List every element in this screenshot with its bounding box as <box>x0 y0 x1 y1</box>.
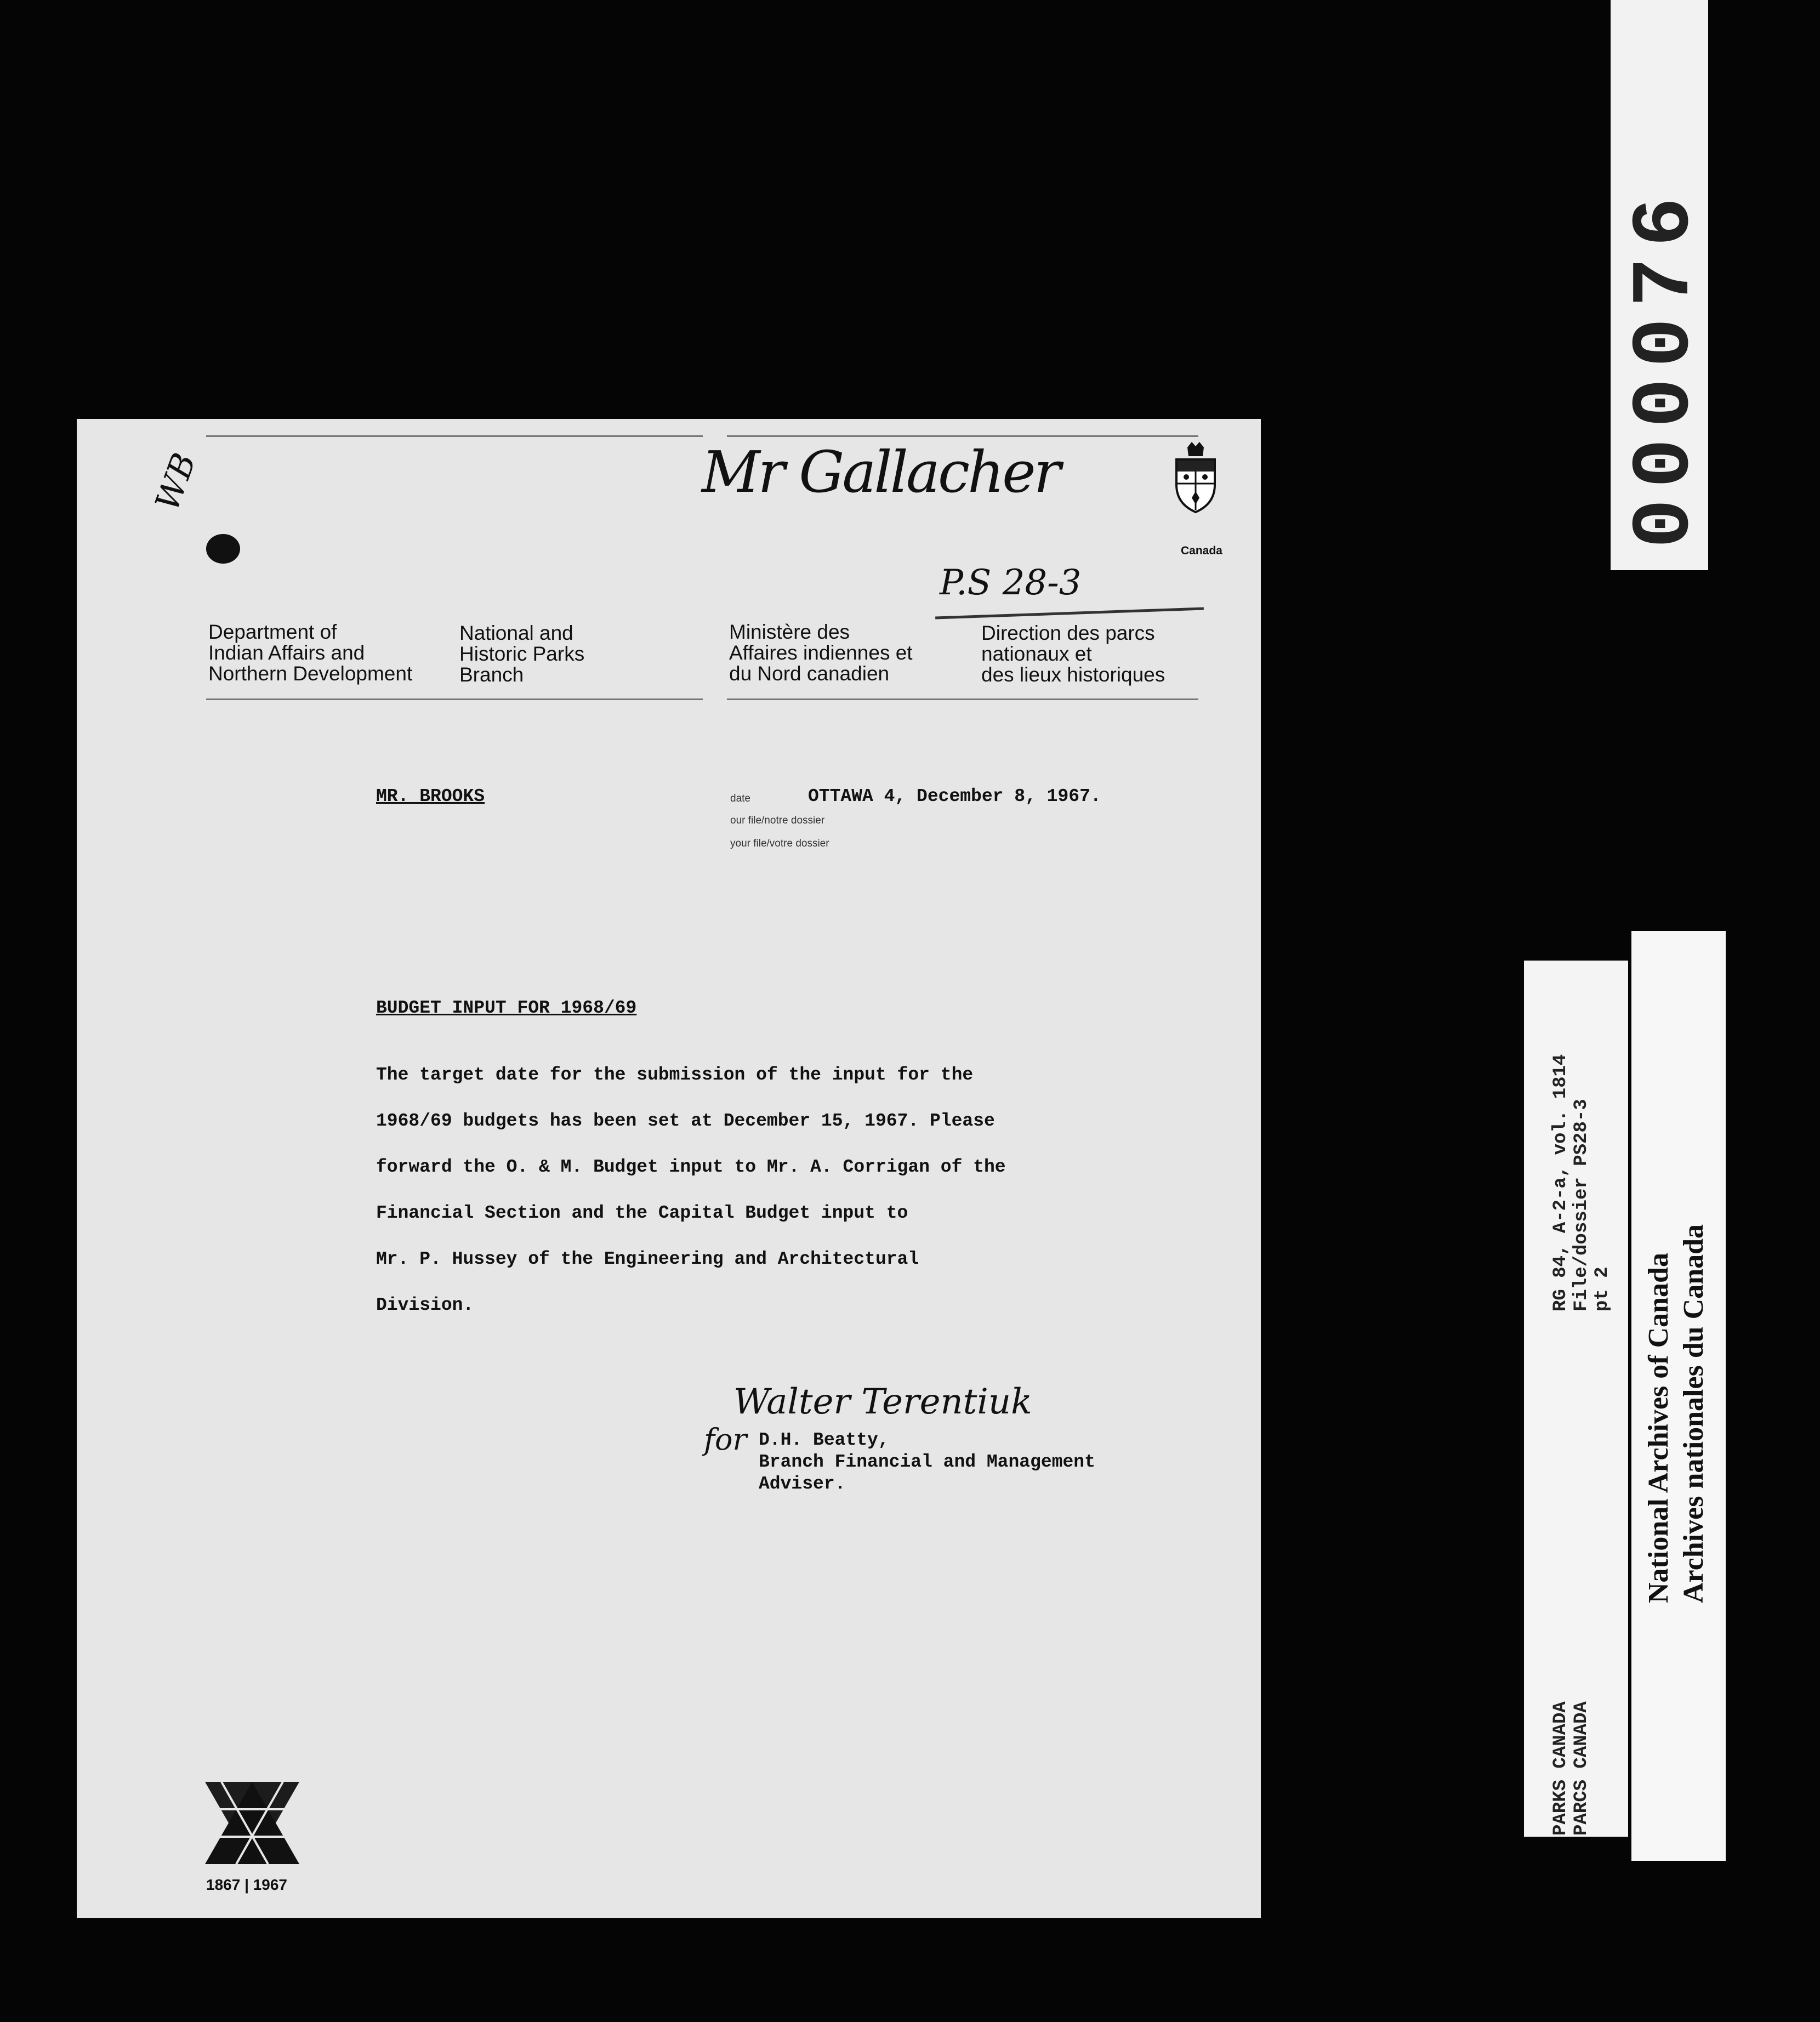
file-ref-handwriting: P.S 28-3 <box>940 563 1082 603</box>
crest-caption: Canada <box>1181 544 1222 557</box>
initials-handwriting: WB <box>147 448 204 516</box>
routing-handwriting: Mr Gallacher <box>702 439 1059 506</box>
canada-crest-icon <box>1171 441 1220 523</box>
body-line: 1968/69 budgets has been set at December 15, 1967. Please <box>376 1111 995 1131</box>
file-ref-underline <box>935 607 1204 619</box>
archive-ref-line: File/dossier PS28-3 <box>1571 1099 1592 1311</box>
top-rule-right <box>727 435 1198 437</box>
header-rule-left <box>206 698 703 700</box>
date-label: date <box>730 793 750 804</box>
memo-body <box>376 1065 1006 1341</box>
body-line: Mr. P. Hussey of the Engineering and Architectural <box>376 1249 919 1269</box>
national-archives-label <box>1631 931 1726 1861</box>
signatory-title-cont: Adviser. <box>759 1474 846 1494</box>
archive-ref-line: RG 84, A-2-a, vol. 1814 <box>1550 1054 1571 1311</box>
centennial-years: 1867 | 1967 <box>206 1876 287 1893</box>
department-name-fr: Ministère des Affaires indiennes et du Nord canadien <box>729 621 913 685</box>
body-line: The target date for the submission of the input for the <box>376 1065 974 1085</box>
ink-blot <box>206 534 240 564</box>
for-handwriting: for <box>704 1422 747 1457</box>
signature-block <box>759 1430 1095 1496</box>
archive-reference-label <box>1524 961 1628 1837</box>
signatory-title: Branch Financial and Management <box>759 1452 1095 1472</box>
agency-line: PARKS CANADA <box>1550 1701 1571 1836</box>
archives-name-en: National Archives of Canada <box>1643 1253 1674 1603</box>
frame-number: 000076 <box>1619 186 1713 548</box>
subject-line: BUDGET INPUT FOR 1968/69 <box>376 998 637 1018</box>
top-rule-left <box>206 435 703 437</box>
archive-ref-line: pt 2 <box>1592 1266 1613 1311</box>
our-file-label: our file/notre dossier <box>730 815 825 826</box>
body-line: forward the O. & M. Budget input to Mr. A. Corrigan of the <box>376 1157 1006 1177</box>
memo-page <box>77 419 1261 1918</box>
department-name-en: Department of Indian Affairs and Northern Development <box>208 621 413 685</box>
body-line: Financial Section and the Capital Budget input to <box>376 1203 908 1223</box>
signatory-name: D.H. Beatty, <box>759 1430 889 1450</box>
body-line: Division. <box>376 1295 474 1315</box>
branch-name-fr: Direction des parcs nationaux et des lieux historiques <box>981 622 1165 686</box>
recipient: MR. BROOKS <box>376 786 485 806</box>
frame-number-strip <box>1611 0 1713 570</box>
agency-line: PARCS CANADA <box>1571 1701 1592 1836</box>
your-file-label: your file/votre dossier <box>730 838 829 849</box>
signature-handwriting: Walter Terentiuk <box>733 1382 1032 1422</box>
centennial-symbol-icon <box>205 1782 299 1864</box>
date-value: OTTAWA 4, December 8, 1967. <box>808 786 1101 806</box>
archives-name-fr: Archives nationales du Canada <box>1678 1224 1709 1603</box>
header-rule-right <box>727 698 1198 700</box>
branch-name-en: National and Historic Parks Branch <box>459 622 585 686</box>
